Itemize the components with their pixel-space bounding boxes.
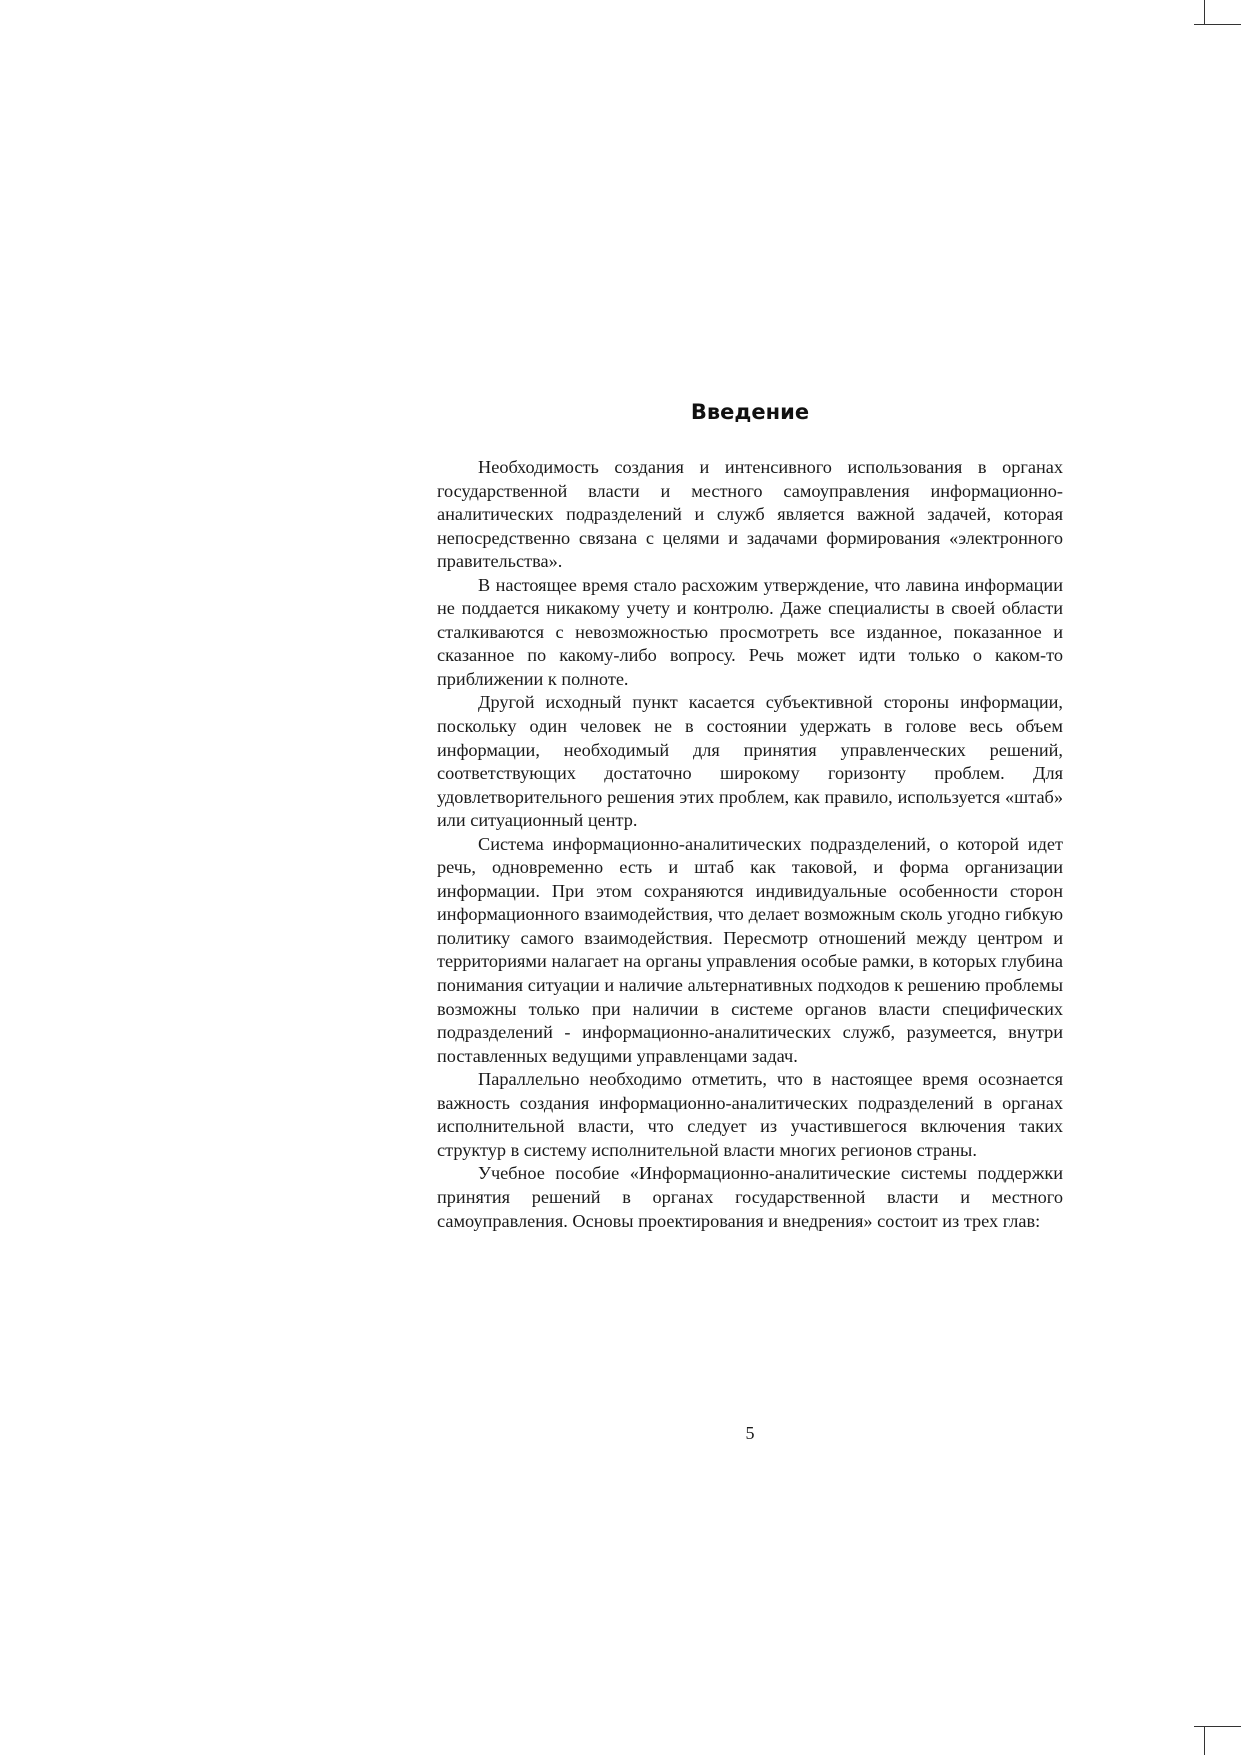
page-title: Введение: [690, 400, 810, 424]
crop-mark-bottom-vertical: [1204, 1726, 1205, 1755]
paragraph-6: Учебное пособие «Информационно-аналитические системы поддержки принятия решений в органах государственной власти и местного самоуправления. Основы проектирования и внедрения» состоит из трех глав:: [437, 1163, 1063, 1231]
paragraph-1: Необходимость создания и интенсивного использования в органах государственной власти и местного самоуправления информационно-аналитических подразделений и служб является важной задачей, которая непосредственно связана с целями и задачами формирования «электронного правительства».: [437, 457, 1063, 572]
paragraph-3: Другой исходный пункт касается субъективной стороны информации, поскольку один человек не в состоянии удержать в голове весь объем информации, необходимый для принятия управленческих решений, соответствующих достаточно широкому горизонту проблем. Для удовлетворительного решения этих проблем, как правило, используется «штаб» или ситуационный центр.: [437, 692, 1063, 831]
crop-mark-bottom-horizontal: [1194, 1726, 1241, 1727]
crop-mark-top-horizontal: [1194, 24, 1241, 25]
crop-mark-top-vertical: [1204, 0, 1205, 24]
body-text: [437, 456, 1063, 1233]
paragraph-4: Система информационно-аналитических подразделений, о которой идет речь, одновременно есть и штаб как таковой, и форма организации информации. При этом сохраняются индивидуальные особенности сторон информационного взаимодействия, что делает возможным сколь угодно гибкую политику самого взаимодействия. Пересмотр отношений между центром и территориями налагает на органы управления особые рамки, в которых глубина понимания ситуации и наличие альтернативных подходов к решению проблемы возможны только при наличии в системе органов власти специфических подразделений - информационно-аналитических служб, разумеется, внутри поставленных ведущими управленцами задач.: [437, 833, 1063, 1066]
paragraph-2: В настоящее время стало расхожим утверждение, что лавина информации не поддается никакому учету и контролю. Даже специалисты в своей области сталкиваются с невозможностью просмотреть все изданное, показанное и сказанное по какому-либо вопросу. Речь может идти только о каком-то приближении к полноте.: [437, 574, 1063, 689]
page-number: 5: [745, 1423, 755, 1443]
paragraph-5: Параллельно необходимо отметить, что в настоящее время осознается важность создания информационно-аналитических подразделений в органах исполнительной власти, что следует из участившегося включения таких структур в систему исполнительной власти многих регионов страны.: [437, 1069, 1063, 1160]
